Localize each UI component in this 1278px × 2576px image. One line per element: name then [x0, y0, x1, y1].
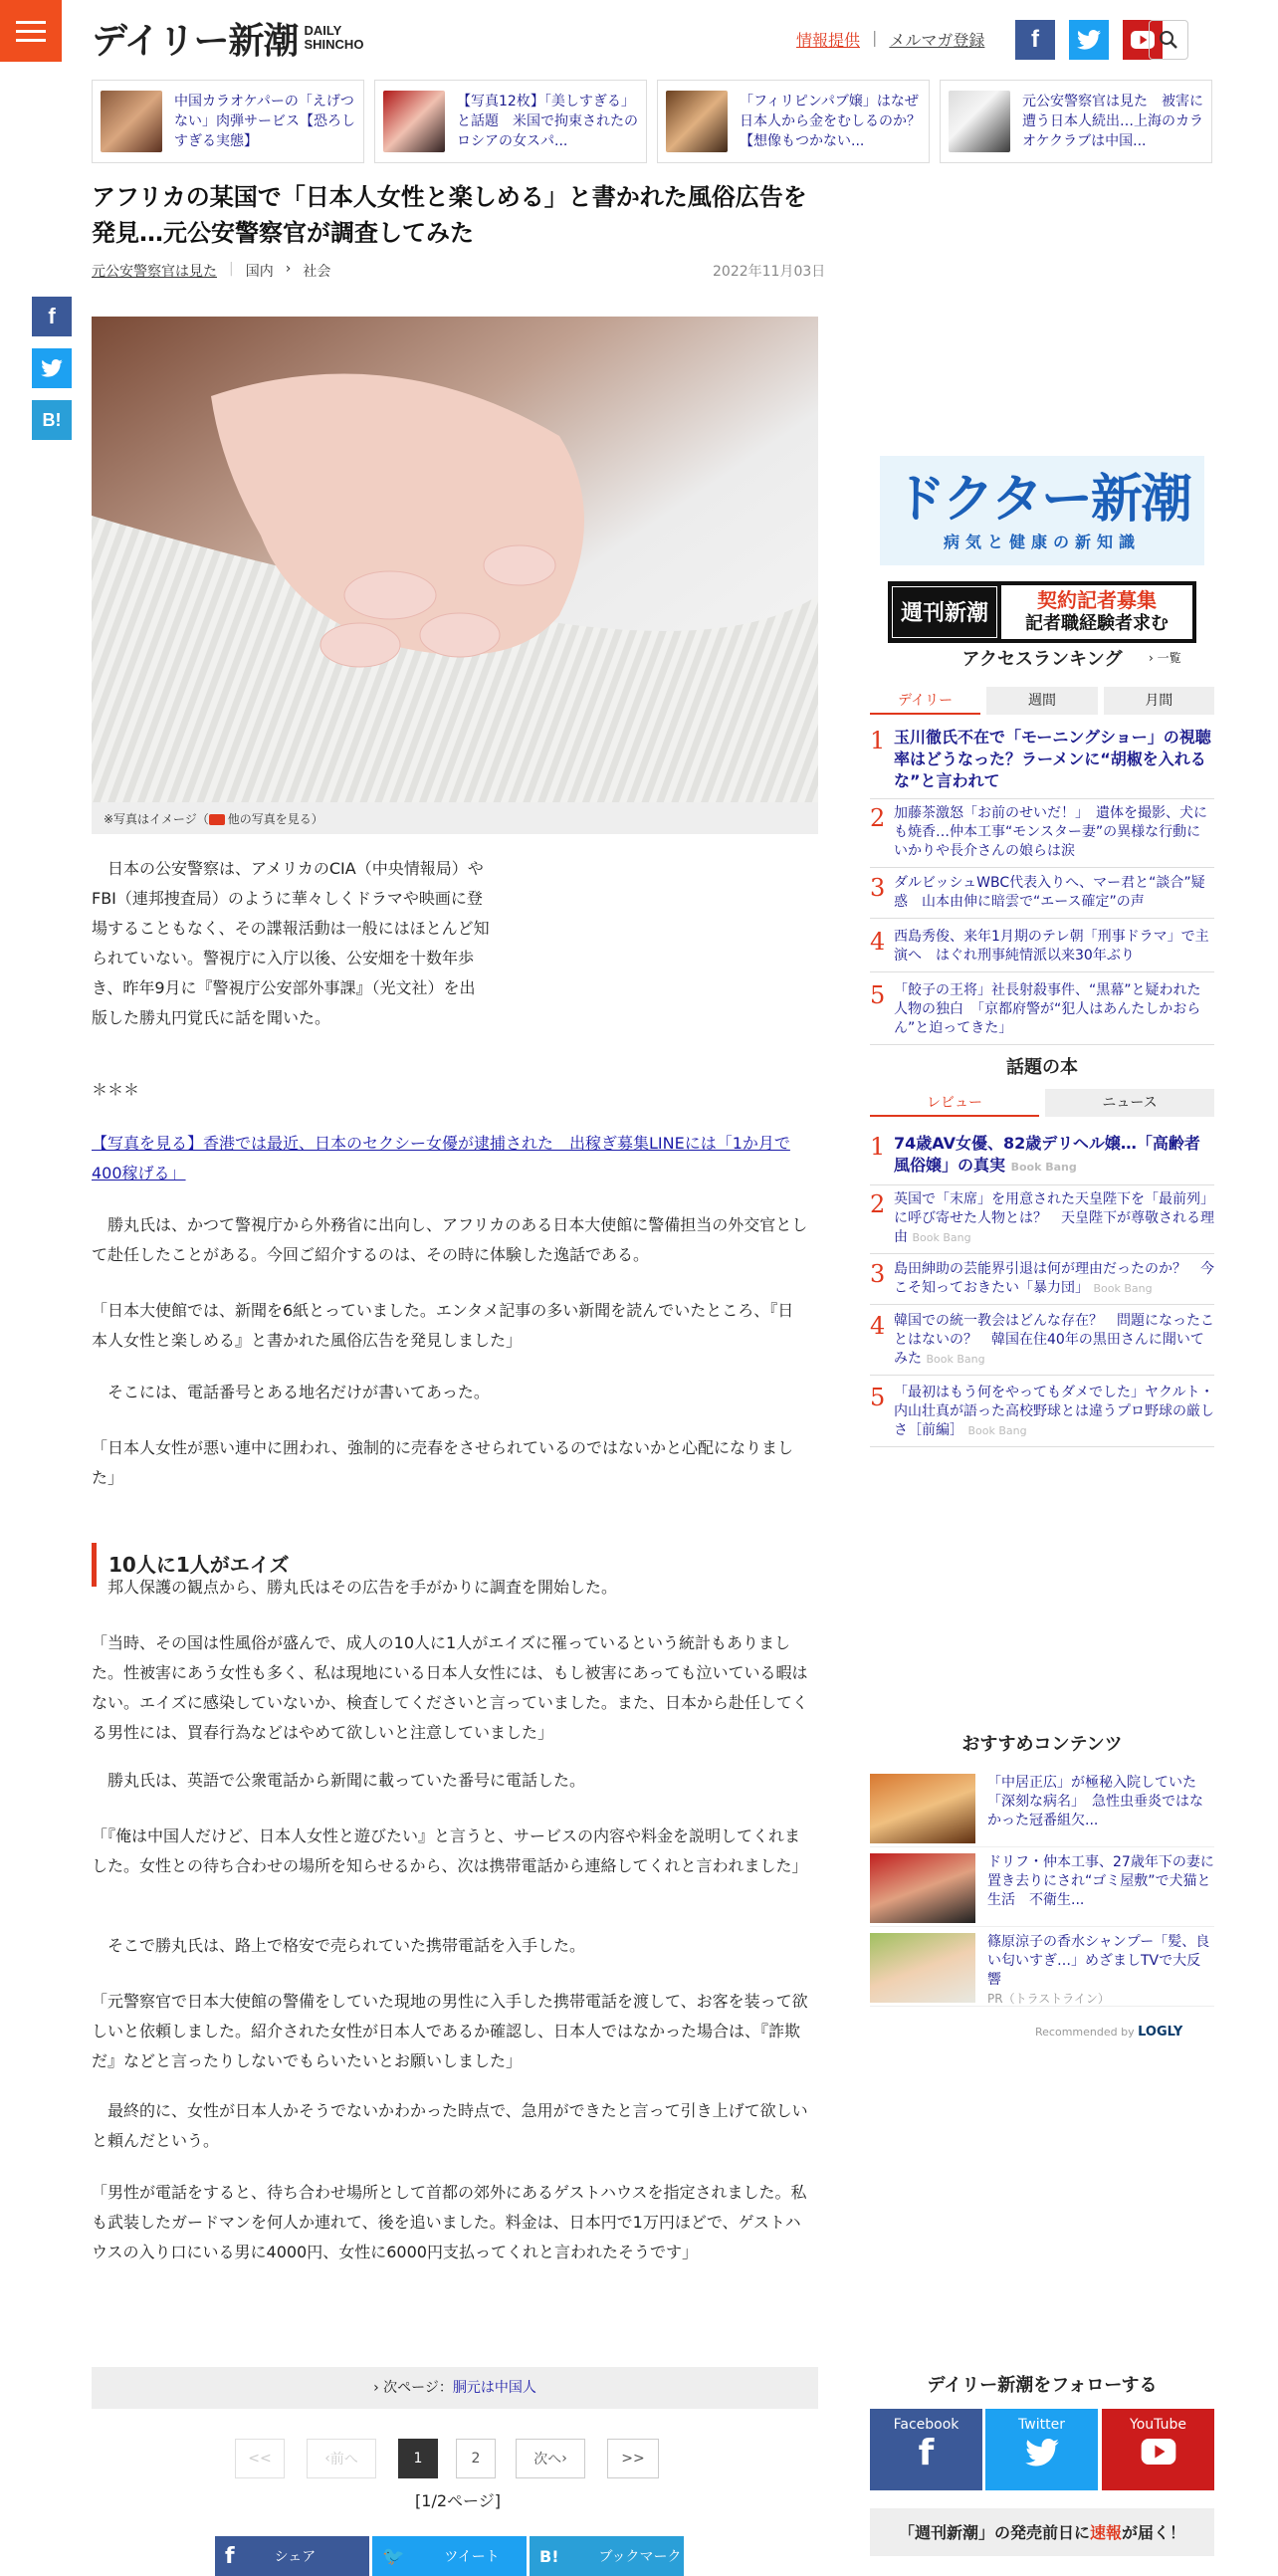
recruit-banner[interactable]: 週刊新潮 契約記者募集 記者職経験者求む — [888, 581, 1196, 643]
tab-daily[interactable]: デイリー — [870, 687, 980, 715]
series-link[interactable]: 元公安警察官は見た — [92, 264, 217, 280]
last-page-button[interactable]: >> — [607, 2439, 659, 2478]
ranking-item[interactable]: 2 加藤茶激怒「お前のせいだ！」 遺体を撮影、犬にも焼香…仲本工事“モンスター妻”の異様な行動にいかりや長介さんの娘らは涙 — [870, 804, 1214, 868]
related-article[interactable] — [940, 80, 1212, 163]
section-heading: 10人に1人がエイズ — [92, 1543, 818, 1587]
image-caption: ※写真はイメージ（ 他の写真を見る） — [92, 802, 818, 834]
tab-review[interactable]: レビュー — [870, 1089, 1039, 1117]
paragraph: 「日本人女性が悪い連中に囲われ、強制的に売春をさせられているのではないかと心配になりました」 — [92, 1438, 793, 1487]
ranking-item[interactable]: 3 ダルビッシュWBC代表入りへ、マー君と“談合”疑惑 山本由伸に暗雲で“エース確定”の声 — [870, 874, 1214, 919]
related-title: 元公安警察官は見た 被害に遭う日本人続出…上海のカラオケクラブは中国... — [1022, 94, 1203, 149]
related-title: 中国カラオケパーの「えげつない」肉弾サービス【恐ろしすぎる実態】 — [174, 94, 355, 149]
paragraph: そこには、電話番号とある地名だけが書いてあった。 — [92, 1383, 490, 1401]
recommended-item[interactable]: 「中居正広」が極秘入院していた「深刻な病名」 急性虫垂炎ではなかった冠番組欠... — [870, 1774, 1214, 1847]
left-facebook-icon[interactable]: f — [32, 297, 72, 336]
recommended-thumb — [870, 1853, 975, 1923]
logo-en: DAILY SHINCHO — [304, 23, 364, 52]
paragraph: 最終的に、女性が日本人かそうでないかわかった時点で、急用ができたと言って引き上げて欲しいと頼んだという。 — [92, 2101, 808, 2150]
next-page-bar[interactable]: › 次ページ：胴元は中国人 — [92, 2367, 818, 2409]
logo-jp: デイリー新潮 — [92, 20, 299, 62]
logly-credit[interactable]: Recommended by LOGLY — [1035, 2025, 1183, 2039]
youtube-icon — [1102, 2439, 1214, 2469]
follow-title: デイリー新潮をフォローする — [927, 2375, 1158, 2396]
recommended-thumb — [870, 1933, 975, 2003]
follow-facebook-button[interactable]: Facebook f — [870, 2409, 982, 2490]
paragraph: そこで勝丸氏は、路上で格安で売られていた携帯電話を入手した。 — [92, 1936, 586, 1955]
paragraph: 日本の公安警察は、アメリカのCIA（中央情報局）やFBI（連邦捜査局）のように華々しくドラマや映画に登場することもなく、その諜報活動は一般にはほとんど知られていない。警視庁に入庁以後、公安畑を十数年歩き、昨年9月に『警視庁公安部外事課』（光文社）を出版した勝丸円覚氏に話を聞いた。 — [92, 859, 490, 1027]
paragraph: 「日本大使館では、新聞を6紙とっていました。エンタメ記事の多い新聞を読んでいたところ、『日本人女性と楽しめる』と書かれた風俗広告を発見しました」 — [92, 1301, 794, 1350]
article-meta — [92, 261, 330, 281]
more-photos-link[interactable]: 他の写真を見る — [227, 812, 312, 826]
doctor-shincho-banner[interactable]: ドクター新潮 病気と健康の新知識 — [880, 456, 1204, 565]
hero-image[interactable] — [92, 317, 818, 802]
tab-news[interactable]: ニュース — [1045, 1089, 1214, 1117]
share-hatena-button[interactable]: B! ブックマーク — [530, 2536, 684, 2576]
separator: | — [872, 28, 878, 47]
newsletter-link[interactable]: メルマガ登録 — [889, 31, 985, 50]
related-thumb — [383, 91, 445, 152]
category-link[interactable]: 国内 — [245, 264, 274, 280]
publish-date: 2022年11月03日 — [713, 264, 826, 280]
ranking-item[interactable]: 5 「餃子の王将」社長射殺事件、“黒幕”と疑われた人物の独白 「京都府警が“犯人はあんたしかおらん”と迫ってきた」 — [870, 981, 1214, 1045]
recommended-item[interactable]: ドリフ・仲本工事、27歳年下の妻に置き去りにされ“ゴミ屋敷”で犬猫と生活 不衛生... — [870, 1853, 1214, 1927]
search-button[interactable] — [1149, 20, 1188, 60]
paragraph: 勝丸氏は、かつて警視庁から外務省に出向し、アフリカのある日本大使館に警備担当の外交官として赴任したことがある。今回ご紹介するのは、その時に体験した逸話である。 — [92, 1215, 808, 1264]
related-thumb — [949, 91, 1010, 152]
camera-icon — [209, 814, 225, 825]
ranking-item[interactable]: 1 玉川徹氏不在で「モーニングショー」の視聴率はどうなった？ラーメンに“胡椒を入れるな”と言われて — [870, 727, 1214, 799]
recommended-title: おすすめコンテンツ — [961, 1734, 1123, 1755]
ranking-title: アクセスランキング — [961, 649, 1123, 670]
site-logo[interactable] — [92, 18, 364, 62]
books-tabs — [870, 1089, 1214, 1117]
related-article[interactable] — [374, 80, 647, 163]
left-twitter-icon[interactable] — [32, 348, 72, 388]
related-title: 「フィリピンパブ嬢」はなぜ日本人から金をむしるのか？【想像もつかない... — [740, 94, 921, 149]
related-thumb — [666, 91, 728, 152]
related-article[interactable] — [92, 80, 364, 163]
chevron-right-icon: › — [285, 261, 292, 277]
twitter-icon: 🐦 — [382, 2545, 405, 2567]
info-link[interactable]: 情報提供 — [796, 31, 861, 50]
tab-weekly[interactable]: 週間 — [986, 687, 1097, 715]
header-links — [796, 28, 984, 51]
paragraph: 「『俺は中国人だけど、日本人女性と遊びたい』と言うと、サービスの内容や料金を説明してくれました。女性との待ち合わせの場所を知らせるから、次は携帯電話から連絡してくれと言われました」 — [92, 1826, 808, 1875]
book-item[interactable]: 1 74歳AV女優、82歳デリヘル嬢…「高齢者風俗嬢」の真実 Book Bang — [870, 1133, 1214, 1185]
tab-monthly[interactable]: 月間 — [1104, 687, 1214, 715]
first-page-button[interactable]: << — [235, 2439, 285, 2478]
search-icon — [1159, 30, 1178, 50]
hatena-icon: B! — [539, 2546, 559, 2566]
twitter-icon — [985, 2439, 1098, 2470]
recommended-thumb — [870, 1774, 975, 1843]
share-facebook-button[interactable]: f シェア — [215, 2536, 369, 2576]
left-hatena-icon[interactable]: B! — [32, 400, 72, 440]
share-twitter-button[interactable]: 🐦 ツイート — [372, 2536, 527, 2576]
facebook-icon: f — [918, 2433, 935, 2473]
facebook-icon[interactable]: f — [1015, 20, 1055, 60]
subcategory-link[interactable]: 社会 — [303, 264, 331, 280]
menu-button[interactable] — [0, 0, 62, 62]
ranking-item[interactable]: 4 西島秀俊、来年1月期のテレ朝「刑事ドラマ」で主演へ はぐれ刑事純情派以来30年ぶり — [870, 928, 1214, 972]
ranking-tabs — [870, 687, 1214, 715]
prev-page-button[interactable]: ‹ 前へ — [307, 2439, 376, 2478]
related-thumb — [101, 91, 162, 152]
separator: | — [229, 261, 234, 277]
paragraph: 「男性が電話をすると、待ち合わせ場所として首都の郊外にあるゲストハウスを指定されました。私も武装したガードマンを何人か連れて、後を追いました。料金は、日本円で1万円ほどで、ゲストハウスの入り口にいる男に4000円、女性に6000円支払ってくれと言われたそうです」 — [92, 2183, 807, 2261]
book-item[interactable]: 5 「最初はもう何をやってもダメでした」ヤクルト・内山壮真が語った高校野球とは違うプロ野球の厳しさ［前編］ Book Bang — [870, 1384, 1214, 1447]
related-article[interactable] — [657, 80, 930, 163]
follow-youtube-button[interactable]: YouTube — [1102, 2409, 1214, 2490]
next-page-button[interactable]: 次へ › — [516, 2439, 585, 2478]
facebook-icon: f — [225, 2543, 235, 2569]
paragraph: 邦人保護の観点から、勝丸氏はその広告を手がかりに調査を開始した。 — [92, 1578, 618, 1597]
book-item[interactable]: 2 英国で「末席」を用意された天皇陛下を「最前列」に呼び寄せた人物とは？ 天皇陛下が尊敬される理由 Book Bang — [870, 1190, 1214, 1254]
ranking-more-link[interactable]: › 一覧 — [1149, 651, 1181, 665]
books-title: 話題の本 — [1006, 1057, 1078, 1078]
paragraph: 「元警察官で日本大使館の警備をしていた現地の男性に入手した携帯電話を渡して、お客を装って欲しいと依頼しました。紹介された女性が日本人であるか確認し、日本人ではなかった場合は、『詐欺だ』などと言ったりしないでもらいたいとお願いしました」 — [92, 1992, 808, 2070]
page-count: [1/2ページ] — [415, 2491, 501, 2510]
paragraph: 「当時、その国は性風俗が盛んで、成人の10人に1人がエイズに罹っているという統計もありました。性被害にあう女性も多く、私は現地にいる日本人女性には、もし被害にあっても泣いている暇はない。エイズに感染していないか、検査してくださいと言っていました。また、日本から赴任してくる男性には、買春行為などはやめて欲しいと注意していました」 — [92, 1633, 808, 1742]
recommended-item[interactable]: 篠原涼子の香水シャンプー「髪、良い匂いすぎ…」めざましTVで大反響 PR（トラストライン） — [870, 1933, 1214, 2007]
article-title: アフリカの某国で「日本人女性と楽しめる」と書かれた風俗広告を発見…元公安警察官が調査してみた — [92, 183, 807, 247]
page-2-button[interactable]: 2 — [456, 2439, 496, 2478]
newsletter-box[interactable]: 「週刊新潮」の発売前日に速報が届く！ — [870, 2508, 1214, 2556]
related-title: 【写真12枚】「美しすぎる」と話題 米国で拘束されたのロシアの女スパ... — [457, 94, 638, 149]
photos-link[interactable]: 【写真を見る】香港では最近、日本のセクシー女優が逮捕された 出稼ぎ募集LINEには「1か月で400稼げる」 — [92, 1134, 790, 1182]
next-page-link[interactable]: 胴元は中国人 — [452, 2380, 536, 2396]
chevron-right-icon: › — [373, 2380, 379, 2396]
follow-twitter-button[interactable]: Twitter — [985, 2409, 1098, 2490]
twitter-icon[interactable] — [1069, 20, 1109, 60]
divider-stars: ＊＊＊ — [92, 1080, 140, 1099]
book-item[interactable]: 3 島田紳助の芸能界引退は何が理由だったのか？ 今こそ知っておきたい「暴力団」 Book Bang — [870, 1260, 1214, 1305]
page-1-button[interactable]: 1 — [398, 2439, 438, 2478]
paragraph: 勝丸氏は、英語で公衆電話から新聞に載っていた番号に電話した。 — [92, 1771, 586, 1790]
book-item[interactable]: 4 韓国での統一教会はどんな存在？ 問題になったことはないの？ 韓国在住40年の黒田さんに聞いてみた Book Bang — [870, 1312, 1214, 1376]
